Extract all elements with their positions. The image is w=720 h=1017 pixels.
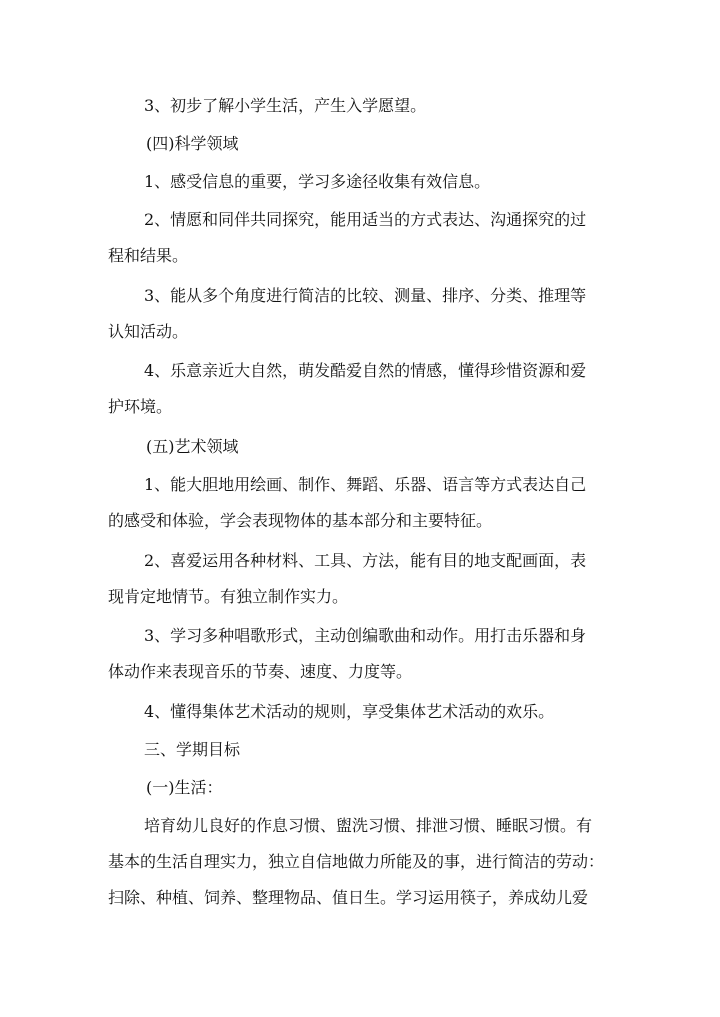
- text-line: 2、情愿和同伴共同探究，能用适当的方式表达、沟通探究的过: [144, 210, 587, 229]
- text-line: 3、初步了解小学生活，产生入学愿望。: [144, 96, 427, 115]
- text-line: 现肯定地情节。有独立制作实力。: [108, 587, 349, 606]
- text-line: 基本的生活自理实力，独立自信地做力所能及的事，进行简洁的劳动：: [108, 852, 605, 871]
- text-line: 培育幼儿良好的作息习惯、盥洗习惯、排泄习惯、睡眠习惯。有: [144, 816, 593, 835]
- text-line: 体动作来表现音乐的节奏、速度、力度等。: [108, 662, 413, 681]
- section-heading: (五)艺术领域: [146, 437, 239, 456]
- text-line: 认知活动。: [108, 322, 189, 341]
- text-line: 3、能从多个角度进行简洁的比较、测量、排序、分类、推理等: [144, 286, 587, 305]
- text-line: 护环境。: [108, 397, 173, 416]
- text-line: 4、懂得集体艺术活动的规则，享受集体艺术活动的欢乐。: [144, 702, 555, 721]
- text-line: 1、感受信息的重要，学习多途径收集有效信息。: [144, 172, 491, 191]
- section-heading: (四)科学领域: [146, 134, 239, 153]
- text-line: 4、乐意亲近大自然，萌发酷爱自然的情感，懂得珍惜资源和爱: [144, 361, 587, 380]
- text-line: 扫除、种植、饲养、整理物品、值日生。学习运用筷子，养成幼儿爱: [108, 888, 589, 907]
- section-heading: 三、学期目标: [144, 740, 241, 759]
- text-line: 3、学习多种唱歌形式，主动创编歌曲和动作。用打击乐器和身: [144, 626, 587, 645]
- text-line: 2、喜爱运用各种材料、工具、方法，能有目的地支配画面，表: [144, 551, 587, 570]
- text-line: 程和结果。: [108, 246, 189, 265]
- text-line: 1、能大胆地用绘画、制作、舞蹈、乐器、语言等方式表达自己: [144, 475, 587, 494]
- text-line: 的感受和体验，学会表现物体的基本部分和主要特征。: [108, 511, 493, 530]
- section-heading: (一)生活：: [146, 778, 223, 797]
